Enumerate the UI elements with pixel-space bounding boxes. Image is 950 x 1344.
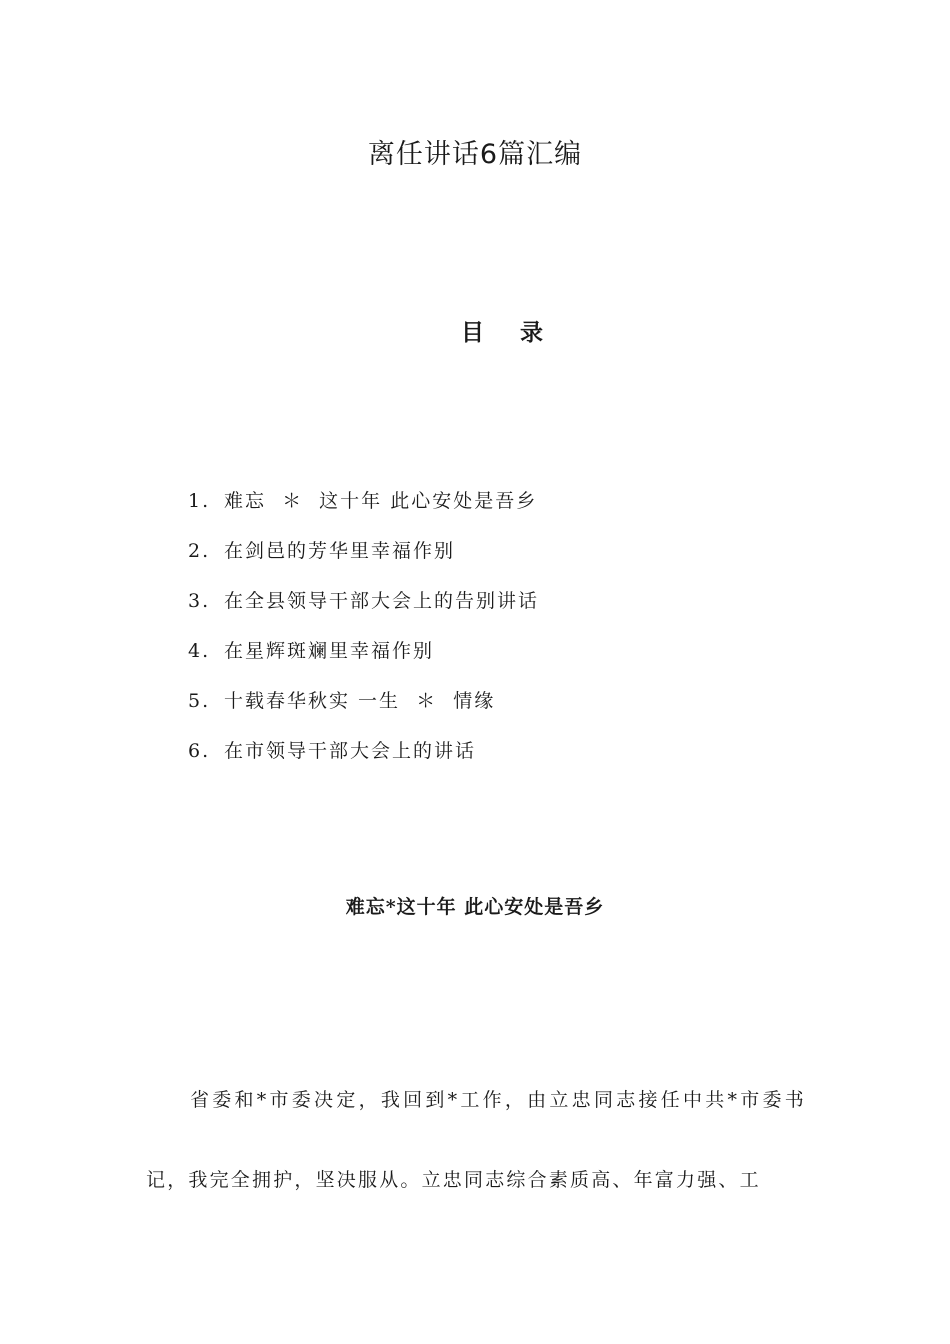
- table-of-contents: [188, 484, 539, 784]
- toc-item-label: 难忘 ＊ 这十年 此心安处是吾乡: [224, 490, 538, 512]
- toc-item-number: 3.: [188, 590, 211, 612]
- toc-item-number: 5.: [188, 690, 211, 712]
- toc-item-label: 在全县领导干部大会上的告别讲话: [224, 590, 540, 612]
- toc-item[interactable]: [188, 734, 539, 784]
- toc-item[interactable]: [188, 634, 539, 684]
- toc-item-label: 十载春华秋实 一生 ＊ 情缘: [224, 690, 496, 712]
- toc-heading-char-2: 录: [520, 320, 543, 346]
- body-paragraph: 省委和*市委决定，我回到*工作，由立忠同志接任中共*市委书记，我完全拥护，坚决服从。立忠同志综合素质高、年富力强、工: [146, 1089, 806, 1191]
- toc-item[interactable]: [188, 484, 539, 534]
- toc-item-number: 1.: [188, 490, 211, 512]
- toc-heading: [0, 314, 950, 347]
- toc-item[interactable]: [188, 534, 539, 584]
- section-title: 难忘*这十年 此心安处是吾乡: [345, 896, 605, 918]
- toc-item[interactable]: [188, 684, 539, 734]
- toc-item-number: 4.: [188, 640, 211, 662]
- toc-item[interactable]: [188, 584, 539, 634]
- toc-item-number: 6.: [188, 740, 211, 762]
- toc-item-label: 在市领导干部大会上的讲话: [224, 740, 477, 762]
- toc-item-label: 在星辉斑斓里幸福作别: [224, 640, 435, 662]
- document-title: 离任讲话6篇汇编: [367, 139, 583, 170]
- toc-item-number: 2.: [188, 540, 211, 562]
- toc-item-label: 在剑邑的芳华里幸福作别: [224, 540, 456, 562]
- toc-heading-char-1: 目: [461, 320, 484, 346]
